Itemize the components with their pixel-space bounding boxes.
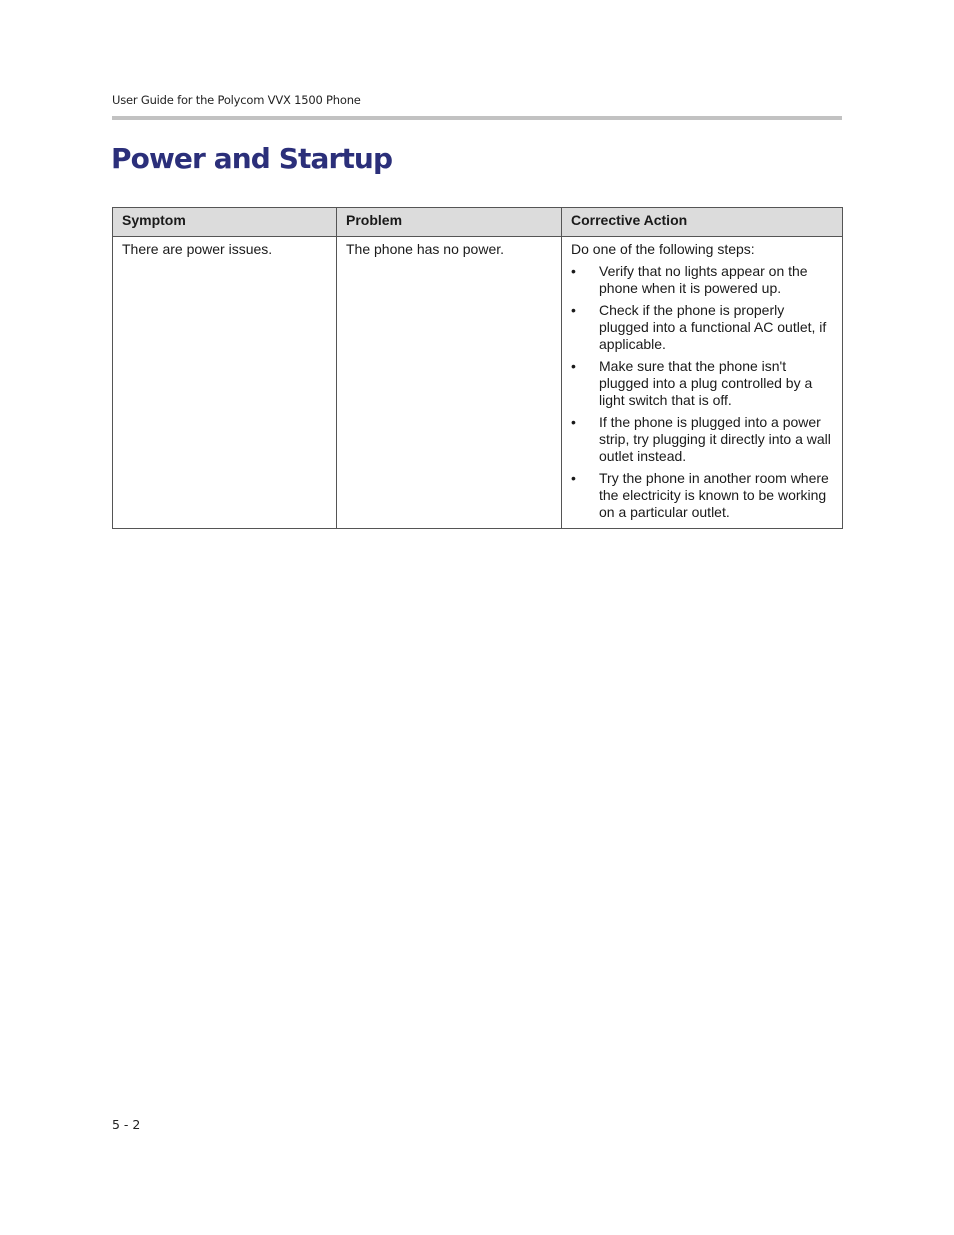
list-item bbox=[571, 358, 833, 409]
bullet-icon: • bbox=[571, 358, 576, 374]
running-header: User Guide for the Polycom VVX 1500 Phone bbox=[112, 93, 361, 107]
bullet-icon: • bbox=[571, 414, 576, 430]
table-row bbox=[113, 237, 843, 529]
page-number: 5 - 2 bbox=[112, 1117, 141, 1132]
list-item bbox=[571, 414, 833, 465]
troubleshooting-table bbox=[112, 207, 843, 529]
list-item bbox=[571, 263, 833, 297]
action-steps-list bbox=[571, 263, 833, 521]
list-item bbox=[571, 470, 833, 521]
column-header-symptom: Symptom bbox=[113, 208, 337, 237]
step-text: Make sure that the phone isn't plugged into a plug controlled by a light switch that is off. bbox=[599, 358, 813, 408]
column-header-problem: Problem bbox=[337, 208, 562, 237]
step-text: If the phone is plugged into a power strip, try plugging it directly into a wall outlet instead. bbox=[599, 414, 831, 464]
step-text: Check if the phone is properly plugged into a functional AC outlet, if applicable. bbox=[599, 302, 827, 352]
bullet-icon: • bbox=[571, 263, 576, 279]
bullet-icon: • bbox=[571, 302, 576, 318]
header-rule bbox=[112, 116, 842, 120]
corrective-action-cell bbox=[562, 237, 843, 529]
section-title: Power and Startup bbox=[111, 142, 393, 175]
step-text: Try the phone in another room where the electricity is known to be working on a particular outlet. bbox=[599, 470, 829, 520]
column-header-corrective-action: Corrective Action bbox=[562, 208, 843, 237]
symptom-cell: There are power issues. bbox=[113, 237, 337, 529]
table-header-row bbox=[113, 208, 843, 237]
list-item bbox=[571, 302, 833, 353]
bullet-icon: • bbox=[571, 470, 576, 486]
action-intro: Do one of the following steps: bbox=[571, 241, 755, 257]
step-text: Verify that no lights appear on the phone when it is powered up. bbox=[599, 263, 808, 296]
problem-cell: The phone has no power. bbox=[337, 237, 562, 529]
